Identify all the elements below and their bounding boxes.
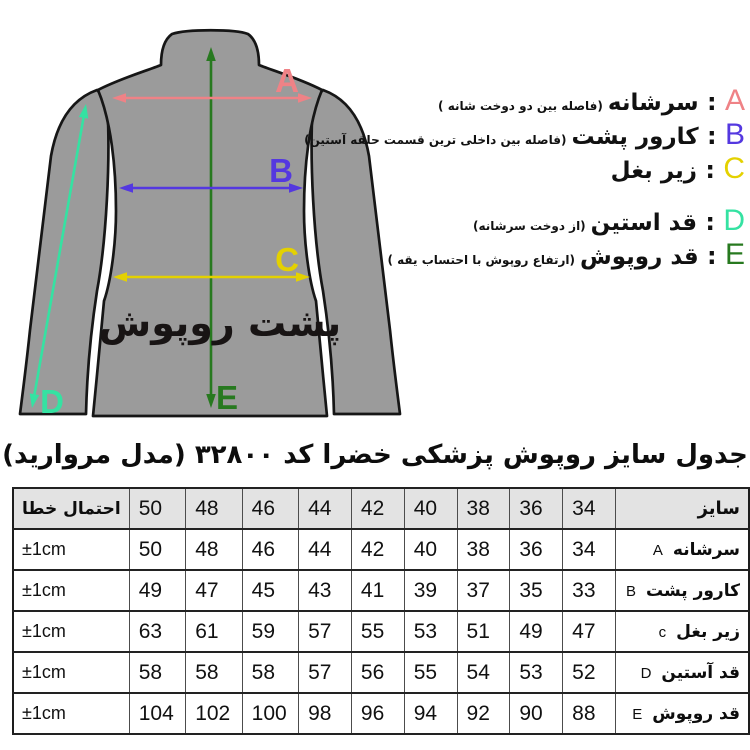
legend-term-c: زیر بغل [610,158,698,184]
value-cell: 55 [404,652,457,693]
value-cell: 55 [351,611,404,652]
value-cell: 44 [299,529,352,570]
value-cell: 35 [510,570,563,611]
value-cell: 58 [186,652,242,693]
value-cell: 54 [457,652,510,693]
size-header-cell: 44 [299,488,352,529]
legend-item-b [304,118,745,152]
legend-separator: : [698,242,725,270]
diagram-letter-c: C [275,241,299,278]
value-cell: 88 [563,693,616,734]
value-cell: 57 [299,611,352,652]
row-label: زیر بغل [676,621,740,642]
value-cell: 50 [129,529,185,570]
value-cell: 58 [129,652,185,693]
legend-note-e: (ارتفاع روپوش با احتساب یقه ) [387,253,575,267]
legend-separator: : [698,122,725,150]
legend-letter-c: C [723,152,745,185]
value-cell: 61 [186,611,242,652]
row-label-cell [615,529,749,570]
value-cell: 48 [186,529,242,570]
legend-item-a [304,84,745,118]
header-row [13,488,749,529]
row-label-cell [615,570,749,611]
size-header-cell: 36 [510,488,563,529]
value-cell: 43 [299,570,352,611]
value-cell: 96 [351,693,404,734]
value-cell: 56 [351,652,404,693]
table-title: جدول سایز روپوش پزشکی خضرا کد ۳۲۸۰۰ (مدل مروارید) [2,440,748,470]
row-label: قد آستین [661,662,740,683]
legend-term-b: کارور پشت [571,124,699,150]
size-table [12,487,750,735]
measurement-legend [304,84,745,272]
row-letter: D [640,664,652,682]
value-cell: 37 [457,570,510,611]
error-column-header: احتمال خطا [13,488,129,529]
legend-note-a: (فاصله بین دو دوخت شانه ) [438,99,603,113]
value-cell: 104 [129,693,185,734]
size-table-head [13,488,749,529]
table-row [13,652,749,693]
value-cell: 94 [404,693,457,734]
value-cell: 47 [186,570,242,611]
legend-item-c [304,152,745,186]
value-cell: 45 [242,570,298,611]
table-row [13,529,749,570]
value-cell: 63 [129,611,185,652]
legend-term-a: سرشانه [607,90,699,116]
row-letter: c [658,623,667,641]
value-cell: 34 [563,529,616,570]
diagram-letter-a: A [275,62,299,99]
legend-separator: : [698,88,725,116]
error-cell: ±1cm [13,529,129,570]
row-label-cell [615,611,749,652]
value-cell: 49 [129,570,185,611]
error-cell: ±1cm [13,693,129,734]
legend-note-d: (از دوخت سرشانه) [473,219,586,233]
size-header-cell: 38 [457,488,510,529]
row-label: کارور پشت [645,580,740,601]
diagram-letter-e: E [215,379,239,416]
diagram-letter-b: B [269,152,293,189]
size-column-header: سایز [615,488,749,529]
table-row [13,693,749,734]
legend-item-d [304,204,745,238]
value-cell: 58 [242,652,298,693]
table-row [13,570,749,611]
legend-item-e [304,238,745,272]
value-cell: 38 [457,529,510,570]
error-cell: ±1cm [13,611,129,652]
legend-term-d: قد استین [590,210,698,236]
coat-back-label: پشت روپوش [98,301,342,345]
size-header-cell: 42 [351,488,404,529]
value-cell: 90 [510,693,563,734]
value-cell: 33 [563,570,616,611]
value-cell: 57 [299,652,352,693]
diagram-letter-d: D [40,383,64,420]
value-cell: 100 [242,693,298,734]
value-cell: 98 [299,693,352,734]
value-cell: 42 [351,529,404,570]
error-cell: ±1cm [13,570,129,611]
value-cell: 41 [351,570,404,611]
value-cell: 53 [510,652,563,693]
row-label: قد روپوش [652,703,740,724]
value-cell: 49 [510,611,563,652]
legend-letter-e: E [724,238,745,271]
value-cell: 39 [404,570,457,611]
value-cell: 47 [563,611,616,652]
legend-note-b: (فاصله بین داخلی ترین قسمت حلقه آستین) [304,133,567,147]
size-header-cell: 34 [563,488,616,529]
value-cell: 46 [242,529,298,570]
table-row [13,611,749,652]
value-cell: 40 [404,529,457,570]
legend-separator: : [697,208,724,236]
size-table-body [13,529,749,734]
legend-letter-d: D [723,204,745,237]
row-letter: B [625,582,636,600]
legend-term-e: قد روپوش [579,244,699,270]
legend-separator: : [697,156,724,184]
size-header-cell: 50 [129,488,185,529]
row-letter: A [652,541,663,559]
row-letter: E [632,705,643,723]
size-header-cell: 46 [242,488,298,529]
row-label-cell [615,652,749,693]
value-cell: 59 [242,611,298,652]
row-label-cell [615,693,749,734]
value-cell: 51 [457,611,510,652]
row-label: سرشانه [672,539,740,560]
value-cell: 92 [457,693,510,734]
value-cell: 52 [563,652,616,693]
size-header-cell: 48 [186,488,242,529]
left-sleeve-shape [20,90,108,414]
value-cell: 53 [404,611,457,652]
legend-letter-b: B [724,118,745,151]
size-header-cell: 40 [404,488,457,529]
legend-letter-a: A [724,84,745,117]
value-cell: 102 [186,693,242,734]
error-cell: ±1cm [13,652,129,693]
value-cell: 36 [510,529,563,570]
